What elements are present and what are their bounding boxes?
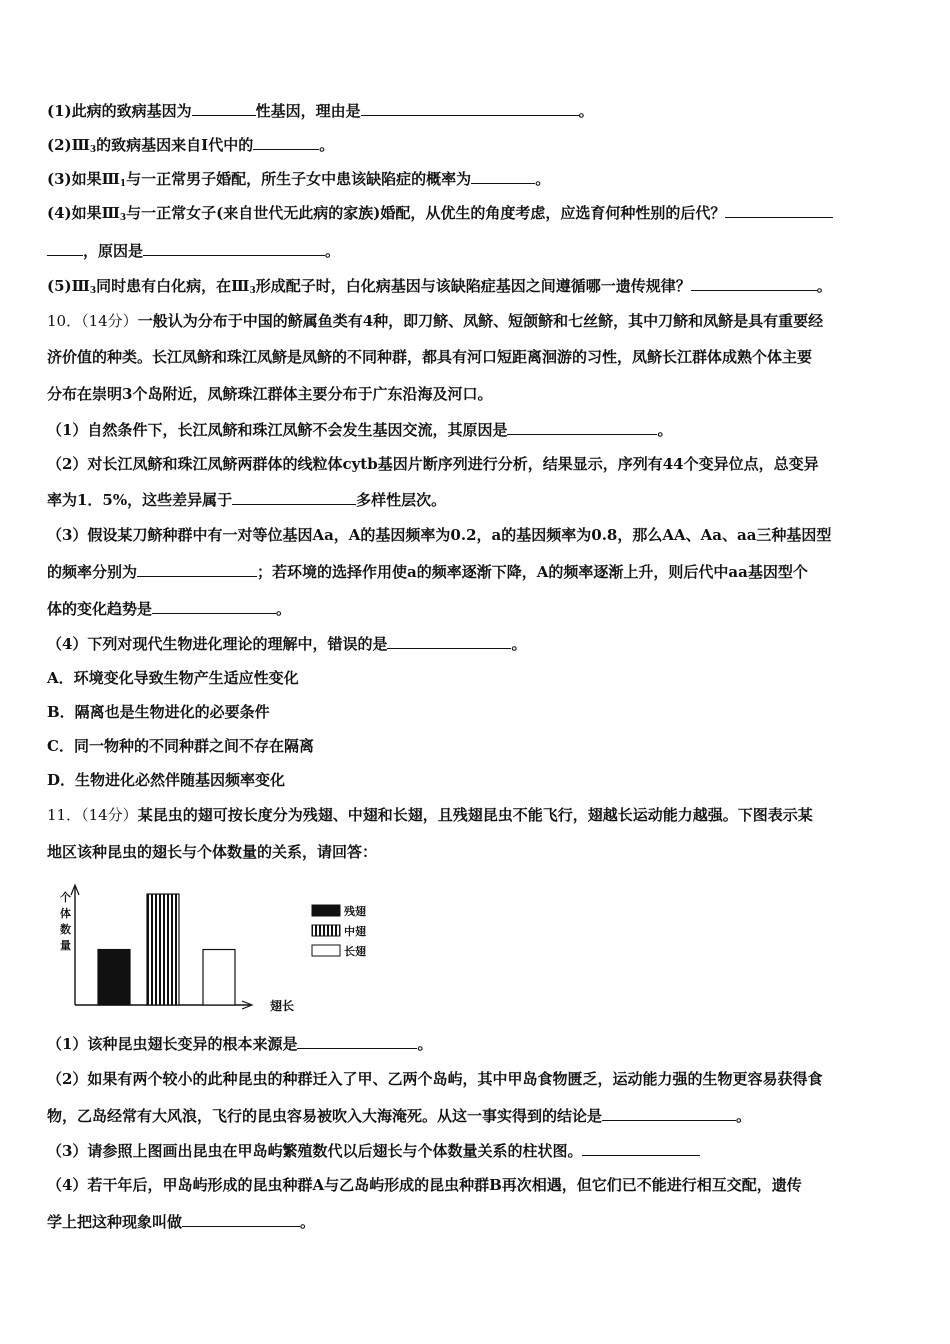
option-b: B．隔离也是生物进化的必要条件 (47, 703, 270, 721)
legend-label-medium: 中翅 (344, 925, 366, 938)
q10-intro: 10．（14分）一般认为分布于中国的鲚属鱼类有4种，即刀鲚、凤鲚、短颌鲚和七丝鲚，其中刀鲚和凤鲚是具有重要经 (47, 312, 824, 330)
answer-blank[interactable] (471, 169, 535, 184)
answer-blank[interactable] (507, 420, 657, 435)
q9-part3: (3)如果$Ⅲ_1$与一正常男子婚配，所生子女中患该缺陷症的概率为 。 (47, 170, 551, 189)
answer-blank[interactable] (232, 490, 356, 505)
answer-blank[interactable] (691, 276, 817, 291)
legend-swatch-short (312, 905, 340, 916)
option-a: A．环境变化导致生物产生适应性变化 (47, 669, 299, 687)
q9-part5: $(5)Ⅲ_3$同时患有白化病，在$Ⅲ_3$形成配子时，白化病基因与该缺陷症基因之间遵循哪一遗传规律？ 。 (47, 277, 832, 296)
question-number: 11．（14分） (47, 806, 138, 824)
q11-sub4: （4）若干年后，甲岛屿形成的昆虫种群A与乙岛屿形成的昆虫种群B再次相遇，但它们已不能进行相互交配，遗传 (47, 1176, 802, 1194)
answer-blank[interactable] (582, 1141, 700, 1156)
y-axis-label-char: 个 (60, 891, 71, 904)
option-d: D．生物进化必然伴随基因频率变化 (47, 771, 286, 789)
q11-sub2: （2）如果有两个较小的此种昆虫的种群迁入了甲、乙两个岛屿，其中甲岛食物匮乏，运动能力强的生物更容易获得食 (47, 1070, 823, 1088)
q9-part2: $(2)Ⅲ_3$的致病基因来自Ⅰ代中的 。 (47, 136, 335, 155)
q10-sub3-cont: 的频率分别为 ；若环境的选择作用使a的频率逐渐下降，A的频率逐渐上升，则后代中aa基因型个 (47, 563, 808, 581)
answer-blank[interactable] (602, 1106, 736, 1121)
legend-swatch-medium (312, 925, 340, 936)
answer-blank[interactable] (143, 241, 325, 256)
option-c: C．同一物种的不同种群之间不存在隔离 (47, 737, 314, 755)
answer-blank[interactable] (387, 634, 511, 649)
answer-blank[interactable] (152, 599, 276, 614)
q11-intro: 11．（14分）某昆虫的翅可按长度分为残翅、中翅和长翅，且残翅昆虫不能飞行，翅越长运动能力越强。下图表示某 (47, 806, 813, 824)
bar-short-wing (98, 950, 130, 1005)
x-axis-label: 翅长 (270, 999, 295, 1013)
answer-blank[interactable] (361, 101, 579, 116)
answer-blank[interactable] (192, 101, 256, 116)
answer-blank[interactable] (182, 1212, 300, 1227)
q10-intro-line2: 济价值的种类。长江凤鲚和珠江凤鲚是凤鲚的不同种群，都具有河口短距离洄游的习性，凤鲚长江群体成熟个体主要 (47, 348, 813, 366)
q9-part1: (1)此病的致病基因为 性基因，理由是 。 (47, 102, 594, 120)
answer-blank[interactable] (137, 562, 257, 577)
question-number: 10．（14分） (47, 312, 138, 330)
q10-sub1: （1）自然条件下，长江凤鲚和珠江凤鲚不会发生基因交流，其原因是 。 (47, 421, 673, 439)
y-axis-label-char: 量 (60, 939, 71, 952)
q10-sub4: （4）下列对现代生物进化理论的理解中，错误的是 。 (47, 635, 527, 653)
q10-sub2: （2）对长江凤鲚和珠江凤鲚两群体的线粒体cytb基因片断序列进行分析，结果显示，序列有44个变异位点，总变异 (47, 455, 819, 473)
q9-part4-cont: ，原因是 。 (47, 241, 907, 261)
q11-sub2-cont: 物，乙岛经常有大风浪，飞行的昆虫容易被吹入大海淹死。从这一事实得到的结论是 。 (47, 1107, 752, 1125)
y-axis-label-char: 数 (60, 923, 71, 936)
legend-label-long: 长翅 (344, 945, 366, 958)
q11-intro-line2: 地区该种昆虫的翅长与个体数量的关系，请回答： (47, 843, 378, 861)
chart-legend (312, 904, 366, 958)
answer-blank[interactable] (253, 135, 319, 150)
legend-label-short: 残翅 (344, 905, 366, 918)
q10-intro-line3: 分布在崇明3个岛附近，凤鲚珠江群体主要分布于广东沿海及河口。 (47, 385, 493, 403)
q9-part4: (4)如果$Ⅲ_3$与一正常女子(来自世代无此病的家族)婚配，从优生的角度考虑，应选育何种性别的后代？ (47, 203, 907, 228)
q11-sub1: （1）该种昆虫翅长变异的根本来源是 。 (47, 1035, 433, 1053)
q11-sub3: （3）请参照上图画出昆虫在甲岛屿繁殖数代以后翅长与个体数量关系的柱状图。 (47, 1141, 907, 1161)
answer-blank[interactable] (297, 1034, 417, 1049)
q11-sub4-cont: 学上把这种现象叫做 。 (47, 1213, 316, 1231)
y-axis-label-char: 体 (60, 907, 71, 920)
q10-sub2-cont: 率为1．5%，这些差异属于 多样性层次。 (47, 491, 447, 509)
q10-sub3: （3）假设某刀鲚种群中有一对等位基因Aa，A的基因频率为0.2，a的基因频率为0.8，那么AA、Aa、aa三种基因型 (47, 526, 832, 544)
q10-sub3-cont2: 体的变化趋势是 。 (47, 600, 292, 618)
legend-swatch-long (312, 945, 340, 956)
bar-long-wing (203, 950, 235, 1005)
answer-blank[interactable] (47, 241, 83, 256)
bar-medium-wing (147, 894, 179, 1005)
wing-length-bar-chart (55, 883, 366, 1015)
answer-blank[interactable] (725, 203, 833, 218)
